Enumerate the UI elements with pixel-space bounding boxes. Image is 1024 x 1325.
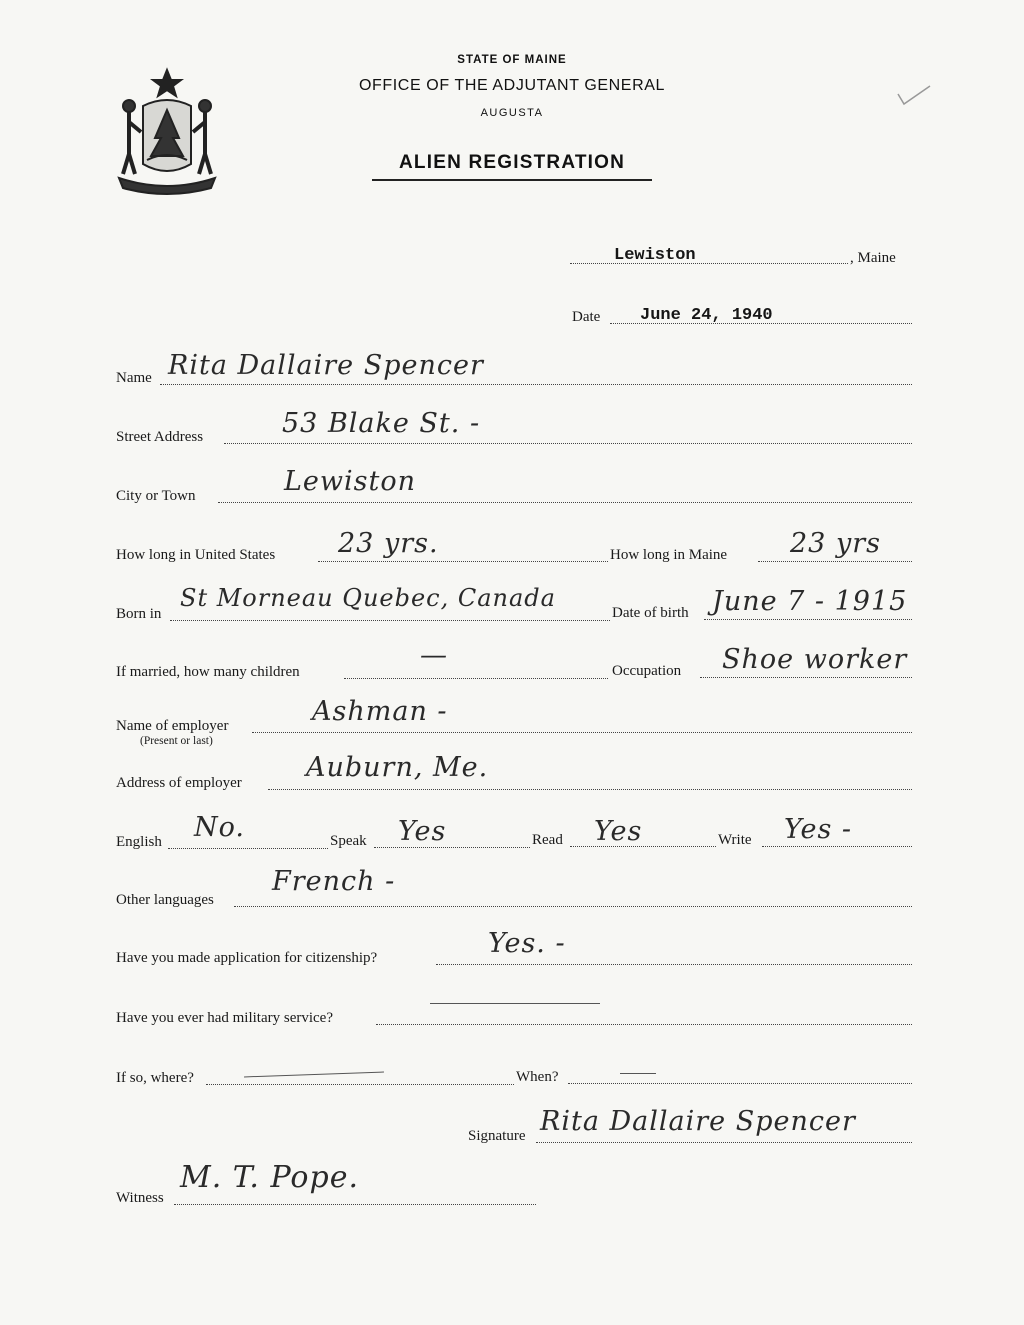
signature-value: Rita Dallaire Spencer — [540, 1106, 856, 1137]
employer-address-line — [268, 789, 912, 790]
children-value: — — [420, 640, 448, 671]
english-line — [168, 848, 328, 849]
write-label: Write — [718, 832, 752, 848]
other-languages-line — [234, 906, 912, 907]
employer-value: Ashman - — [312, 696, 448, 727]
header-city: AUGUSTA — [480, 107, 544, 119]
date-of-birth-value: June 7 - 1915 — [712, 586, 908, 617]
read-line — [570, 846, 716, 847]
occupation-label: Occupation — [612, 663, 682, 679]
employer-address-value: Auburn, Me. — [306, 752, 489, 783]
employer-sublabel: (Present or last) — [140, 735, 213, 747]
place-line — [570, 263, 848, 264]
speak-label: Speak — [330, 833, 367, 849]
place-suffix: , Maine — [850, 250, 896, 266]
how-long-maine-value: 23 yrs — [790, 528, 881, 559]
how-long-maine-line — [758, 561, 912, 562]
name-line — [160, 384, 912, 385]
street-line — [224, 443, 912, 444]
city-label: City or Town — [116, 488, 196, 504]
where-line — [206, 1084, 514, 1085]
street-value: 53 Blake St. - — [282, 408, 481, 439]
military-line — [376, 1024, 912, 1025]
how-long-us-label: How long in United States — [116, 547, 276, 563]
occupation-line — [700, 677, 912, 678]
when-line — [568, 1083, 912, 1084]
witness-label: Witness — [116, 1190, 164, 1206]
date-of-birth-label: Date of birth — [612, 605, 689, 621]
header-office: OFFICE OF THE ADJUTANT GENERAL — [358, 77, 666, 94]
when-label: When? — [516, 1069, 559, 1085]
where-label: If so, where? — [116, 1070, 194, 1086]
write-line — [762, 846, 912, 847]
header-state: STATE OF MAINE — [457, 54, 567, 66]
street-label: Street Address — [116, 429, 204, 445]
speak-value: Yes — [398, 816, 447, 847]
other-languages-value: French - — [272, 866, 396, 897]
other-languages-label: Other languages — [116, 892, 214, 908]
state-seal-icon — [113, 66, 221, 196]
witness-line — [174, 1204, 536, 1205]
name-label: Name — [116, 370, 152, 386]
read-value: Yes — [594, 816, 643, 847]
how-long-us-line — [318, 561, 608, 562]
citizenship-label: Have you made application for citizenship? — [116, 950, 378, 966]
born-in-label: Born in — [116, 606, 162, 622]
occupation-value: Shoe worker — [722, 644, 908, 675]
write-value: Yes - — [784, 814, 853, 845]
how-long-maine-label: How long in Maine — [610, 547, 728, 563]
employer-line — [252, 732, 912, 733]
form-title: ALIEN REGISTRATION — [372, 152, 652, 181]
born-in-line — [170, 620, 610, 621]
english-value: No. — [194, 812, 245, 843]
children-line — [344, 678, 608, 679]
date-label: Date — [572, 309, 601, 325]
employer-address-label: Address of employer — [116, 775, 242, 791]
city-line — [218, 502, 912, 503]
citizenship-line — [436, 964, 912, 965]
read-label: Read — [532, 832, 563, 848]
born-in-value: St Morneau Quebec, Canada — [180, 584, 556, 612]
place-value: Lewiston — [614, 246, 696, 265]
citizenship-value: Yes. - — [488, 928, 566, 959]
witness-value: M. T. Pope. — [180, 1160, 359, 1195]
where-dash — [244, 1072, 384, 1078]
english-label: English — [116, 834, 162, 850]
signature-line — [536, 1142, 912, 1143]
when-dash — [620, 1073, 656, 1074]
employer-label: Name of employer — [116, 718, 229, 734]
signature-label: Signature — [468, 1128, 526, 1144]
how-long-us-value: 23 yrs. — [338, 528, 439, 559]
date-value: June 24, 1940 — [640, 306, 773, 325]
name-value: Rita Dallaire Spencer — [168, 350, 484, 381]
date-of-birth-line — [704, 619, 912, 620]
check-mark-icon — [894, 82, 934, 108]
military-label: Have you ever had military service? — [116, 1010, 333, 1026]
city-value: Lewiston — [284, 466, 417, 497]
speak-line — [374, 847, 530, 848]
children-label: If married, how many children — [116, 664, 300, 680]
military-dash — [430, 1003, 600, 1004]
